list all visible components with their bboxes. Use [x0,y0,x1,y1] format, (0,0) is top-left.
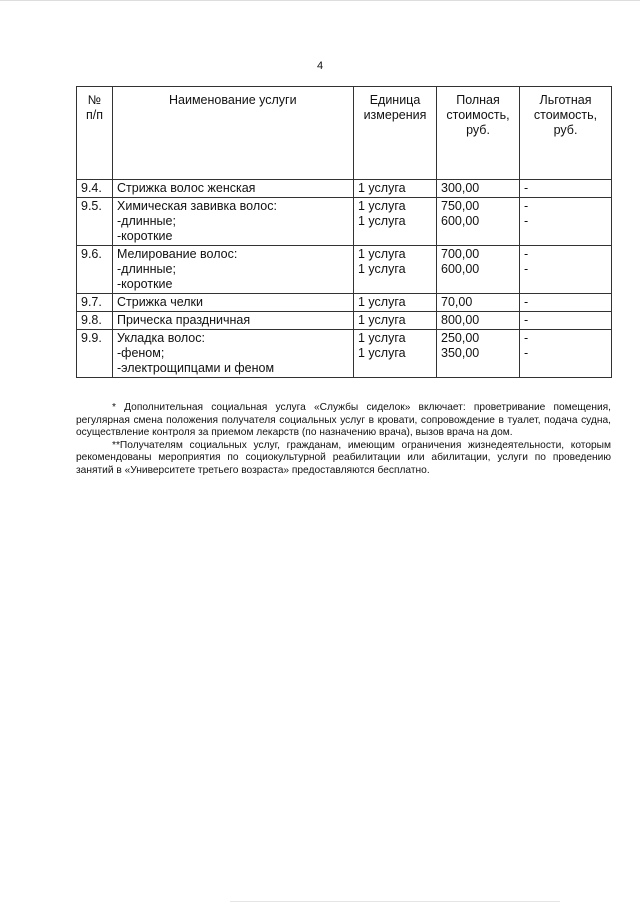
discount-price-value: - [524,331,529,345]
full-price-cell [437,246,520,294]
unit-value: 1 услуга [358,181,406,195]
service-name [113,198,354,246]
unit-value: 1 услуга [358,214,406,228]
unit-cell [354,312,437,330]
service-title: Мелирование волос: [117,247,238,261]
service-title: Укладка волос: [117,331,205,345]
row-number: 9.8. [77,312,113,330]
service-name [113,294,354,312]
header-full-price: Полная стоимость, руб. [437,87,520,180]
header-number: № п/п [77,87,113,180]
full-price-value: 600,00 [441,214,480,228]
service-title: Химическая завивка волос: [117,199,277,213]
table-body [77,180,612,378]
unit-value: 1 услуга [358,262,406,276]
unit-cell [354,198,437,246]
table-row [77,180,612,198]
full-price-value: 300,00 [441,181,480,195]
discount-price-value: - [524,181,529,195]
discount-price-cell [520,294,612,312]
discount-price-value: - [524,295,529,309]
service-title: Стрижка челки [117,295,204,309]
row-number: 9.5. [77,198,113,246]
full-price-value: 750,00 [441,199,480,213]
service-variant: -короткие [117,229,173,243]
full-price-value: 800,00 [441,313,480,327]
full-price-cell [437,330,520,378]
unit-value: 1 услуга [358,247,406,261]
row-number: 9.6. [77,246,113,294]
unit-value: 1 услуга [358,331,406,345]
unit-cell [354,180,437,198]
row-number: 9.7. [77,294,113,312]
table-header-row [77,87,612,180]
discount-price-value: - [524,313,529,327]
header-unit: Единица измерения [354,87,437,180]
unit-cell [354,294,437,312]
full-price-cell [437,312,520,330]
full-price-cell [437,294,520,312]
scan-edge-top [0,0,640,1]
header-service-name: Наименование услуги [113,87,354,180]
discount-price-value: - [524,214,529,228]
discount-price-value: - [524,346,529,360]
scan-edge-bottom [230,901,560,902]
table-row [77,330,612,378]
full-price-cell [437,180,520,198]
table-row [77,294,612,312]
footnotes [76,402,611,478]
table-row [77,312,612,330]
footnote-free-classes: **Получателям социальных услуг, гражданам, имеющим ограничения жизнедеятельности, которым рекомендованы мероприятия по социокультурной реабилитации или абилитации, услуги по проведению занятий в «Университете третьего возраста» предоставляются бесплатно. [76,439,611,476]
discount-price-value: - [524,199,529,213]
service-title: Стрижка волос женская [117,181,256,195]
discount-price-cell [520,180,612,198]
discount-price-cell [520,246,612,294]
header-discount-price: Льготная стоимость, руб. [520,87,612,180]
full-price-cell [437,198,520,246]
service-name [113,330,354,378]
discount-price-value: - [524,247,529,261]
service-variant: -короткие [117,277,173,291]
service-variant: -длинные; [117,262,176,276]
service-variant: -длинные; [117,214,176,228]
service-name [113,312,354,330]
discount-price-cell [520,312,612,330]
unit-cell [354,246,437,294]
discount-price-value: - [524,262,529,276]
page-number: 4 [316,60,324,72]
full-price-value: 600,00 [441,262,480,276]
discount-price-cell [520,330,612,378]
unit-value: 1 услуга [358,295,406,309]
unit-value: 1 услуга [358,346,406,360]
discount-price-cell [520,198,612,246]
service-title: Прическа праздничная [117,313,251,327]
full-price-value: 350,00 [441,346,480,360]
service-variant: -феном; [117,346,165,360]
unit-value: 1 услуга [358,199,406,213]
unit-cell [354,330,437,378]
service-name [113,246,354,294]
table-row [77,198,612,246]
full-price-value: 70,00 [441,295,473,309]
full-price-value: 700,00 [441,247,480,261]
row-number: 9.4. [77,180,113,198]
services-price-table [76,86,612,378]
service-name [113,180,354,198]
footnote-caregiver-service: * Дополнительная социальная услуга «Службы сиделок» включает: проветривание помещения, регулярная смена положения получателя социальных услуг в кровати, сопровождение в туалет, подача судна, осуществление контроля за приемом лекарств (по назначению врача), вызов врача на дом. [76,402,611,439]
table-row [77,246,612,294]
unit-value: 1 услуга [358,313,406,327]
row-number: 9.9. [77,330,113,378]
full-price-value: 250,00 [441,331,480,345]
service-variant: -электрощипцами и феном [117,361,275,375]
